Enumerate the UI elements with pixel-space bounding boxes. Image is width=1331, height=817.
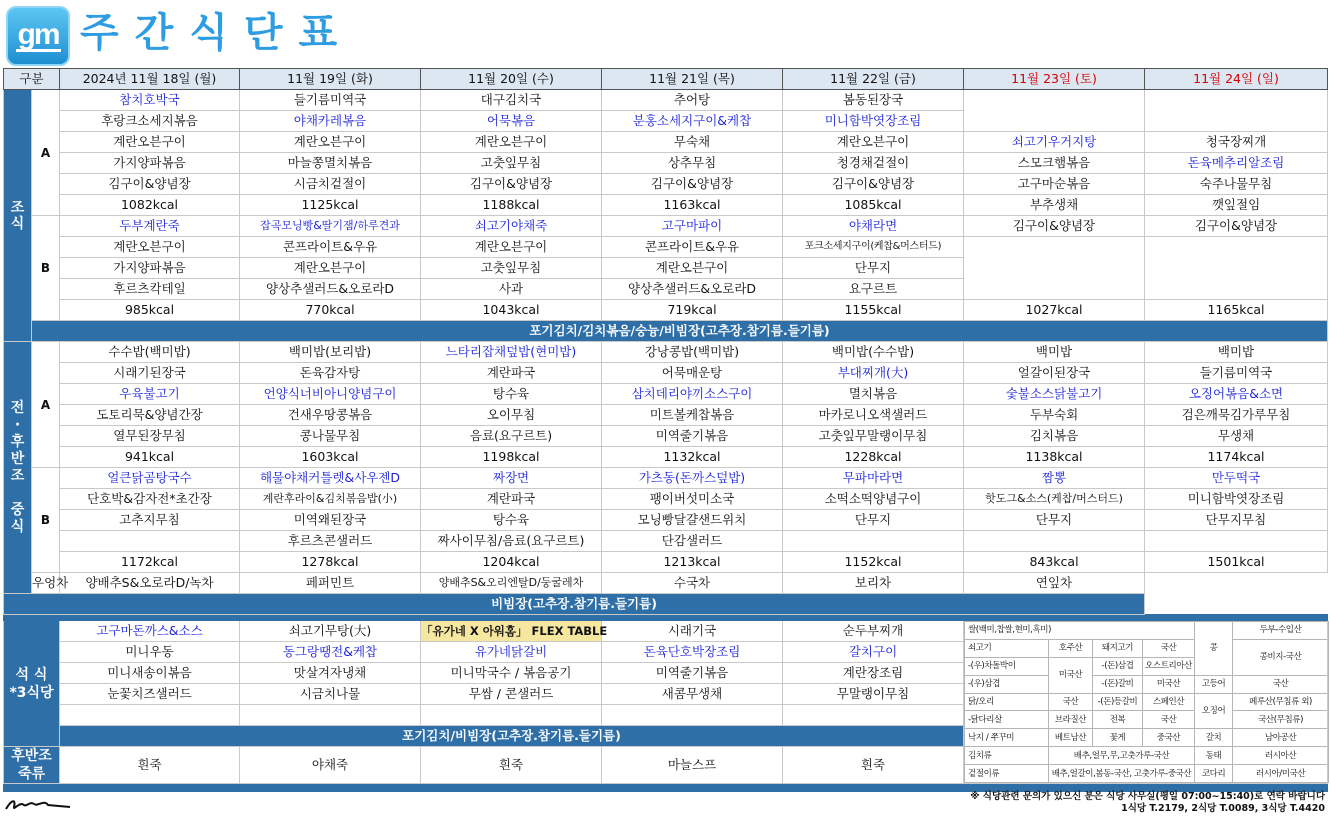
tea-cell: 양배추S&오로라D/녹차 bbox=[60, 573, 240, 594]
menu-cell: 해물야채커틀렛&사우젠D bbox=[240, 468, 421, 489]
table-row bbox=[4, 216, 1328, 237]
menu-cell bbox=[783, 531, 964, 552]
table-row bbox=[4, 468, 1328, 489]
menu-cell: 계란오븐구이 bbox=[60, 132, 240, 153]
menu-cell: 야채라면 bbox=[783, 216, 964, 237]
menu-cell: 미트볼케찹볶음 bbox=[602, 405, 783, 426]
tea-cell: 수국차 bbox=[602, 573, 783, 594]
origin-value: 스페인산 bbox=[1143, 693, 1195, 711]
porridge-cell: 흰죽 bbox=[421, 747, 602, 784]
menu-cell: 김구이&양념장 bbox=[60, 174, 240, 195]
tea-cell: 보리차 bbox=[783, 573, 964, 594]
menu-cell: 돈육감자탕 bbox=[240, 363, 421, 384]
origin-value: 국산 bbox=[1143, 639, 1195, 657]
origin-value: 미국산 bbox=[1143, 675, 1195, 693]
menu-cell-empty bbox=[1145, 90, 1328, 132]
menu-cell: 미니함박엿장조림 bbox=[1145, 489, 1328, 510]
menu-cell: 후르츠칵테일 bbox=[60, 279, 240, 300]
menu-cell: 시금치겉절이 bbox=[240, 174, 421, 195]
menu-cell: 백미밥 bbox=[1145, 342, 1328, 363]
col-header-sun: 11월 24일 (일) bbox=[1145, 69, 1328, 90]
header-row bbox=[4, 69, 1328, 90]
menu-cell: 숙주나물무침 bbox=[1145, 174, 1328, 195]
menu-cell: 고구마파이 bbox=[602, 216, 783, 237]
menu-cell: 소떡소떡양념구이 bbox=[783, 489, 964, 510]
menu-cell: 고추지무침 bbox=[60, 510, 240, 531]
menu-cell: 쇠고기무탕(大) bbox=[240, 621, 421, 642]
tea-cell: 양배추S&오리엔탈D/둥굴레차 bbox=[421, 573, 602, 594]
kcal-cell: 1228kcal bbox=[783, 447, 964, 468]
origin-label: -(돈)삼겹 bbox=[1093, 657, 1143, 675]
origin-label: 쌀(백미,찹쌀,현미,흑미) bbox=[965, 622, 1195, 640]
kcal-cell: 1152kcal bbox=[783, 552, 964, 573]
kcal-cell: 843kcal bbox=[964, 552, 1145, 573]
origin-value: 브라질산 bbox=[1049, 711, 1093, 729]
breakfast-common-band: 포기김치/김치볶음/숭늉/비빔장(고추장.참기름.들기름) bbox=[32, 321, 1328, 342]
menu-cell: 들기름미역국 bbox=[1145, 363, 1328, 384]
menu-cell: 오이무침 bbox=[421, 405, 602, 426]
origin-label: 전복 bbox=[1093, 711, 1143, 729]
menu-cell: 가츠동(돈까스덮밥) bbox=[602, 468, 783, 489]
menu-cell: 단무지 bbox=[964, 510, 1145, 531]
origin-value: 오스트리아산 bbox=[1143, 657, 1195, 675]
menu-cell: 마늘쫑멸치볶음 bbox=[240, 153, 421, 174]
kcal-cell: 1132kcal bbox=[602, 447, 783, 468]
menu-cell: 시금치나물 bbox=[240, 684, 421, 705]
menu-cell: 요구르트 bbox=[783, 279, 964, 300]
section-lunch-label: 전 · 후 반 조 중 식 bbox=[4, 342, 32, 594]
origin-label: 오징어 bbox=[1195, 693, 1233, 729]
menu-cell: 도토리묵&양념간장 bbox=[60, 405, 240, 426]
table-row bbox=[4, 510, 1328, 531]
menu-cell: 청경채겉절이 bbox=[783, 153, 964, 174]
tea-cell: 연잎차 bbox=[964, 573, 1145, 594]
menu-cell: 고춧잎무침 bbox=[421, 153, 602, 174]
origin-value: 미국산 bbox=[1049, 657, 1093, 693]
origin-label: 쇠고기 bbox=[965, 639, 1049, 657]
kcal-cell: 1163kcal bbox=[602, 195, 783, 216]
kcal-cell: 941kcal bbox=[60, 447, 240, 468]
kcal-cell: 1165kcal bbox=[1145, 300, 1328, 321]
kcal-cell: 1125kcal bbox=[240, 195, 421, 216]
menu-cell: 검은깨묵김가루무침 bbox=[1145, 405, 1328, 426]
col-header-wed: 11월 20일 (수) bbox=[421, 69, 602, 90]
kcal-cell: 1082kcal bbox=[60, 195, 240, 216]
menu-cell: 미니우동 bbox=[60, 642, 240, 663]
table-row bbox=[4, 174, 1328, 195]
menu-cell: 포크소세지구이(케찹&머스터드) bbox=[783, 237, 964, 258]
lunch-common-row bbox=[4, 594, 1328, 615]
menu-cell: 오징어볶음&소면 bbox=[1145, 384, 1328, 405]
menu-cell: 언양식너비아니양념구이 bbox=[240, 384, 421, 405]
menu-cell: 맛살겨자냉채 bbox=[240, 663, 421, 684]
kcal-cell: 1198kcal bbox=[421, 447, 602, 468]
tea-cell: 페퍼민트 bbox=[240, 573, 421, 594]
menu-cell: 계란오븐구이 bbox=[421, 237, 602, 258]
section-porridge-label: 후반조 죽류 bbox=[4, 747, 60, 784]
origin-value: 두부-수입산 bbox=[1233, 622, 1329, 640]
menu-cell: 순두부찌개 bbox=[783, 621, 964, 642]
menu-cell: 콘프라이트&우유 bbox=[240, 237, 421, 258]
col-header-fri: 11월 22일 (금) bbox=[783, 69, 964, 90]
menu-cell-empty bbox=[602, 705, 783, 726]
menu-cell-empty bbox=[964, 90, 1145, 132]
origin-value: 러시아산 bbox=[1233, 747, 1329, 765]
menu-cell-empty bbox=[783, 705, 964, 726]
porridge-cell: 마늘스프 bbox=[602, 747, 783, 784]
menu-cell: 만두떡국 bbox=[1145, 468, 1328, 489]
menu-cell: 양상추샐러드&오로라D bbox=[602, 279, 783, 300]
menu-cell: 부대찌개(大) bbox=[783, 363, 964, 384]
table-row bbox=[4, 489, 1328, 510]
menu-cell: 짜장면 bbox=[421, 468, 602, 489]
kcal-cell: 985kcal bbox=[60, 300, 240, 321]
menu-cell: 단호박&감자전*초간장 bbox=[60, 489, 240, 510]
menu-cell: 유가네닭갈비 bbox=[421, 642, 602, 663]
kcal-cell: 1172kcal bbox=[60, 552, 240, 573]
origin-value: 배추,얼갈이,봄동-국산, 고춧가루-중국산 bbox=[1049, 765, 1195, 783]
origin-label: 겉절이류 bbox=[965, 765, 1049, 783]
menu-cell: 미니막국수 / 볶음공기 bbox=[421, 663, 602, 684]
origin-label: -닭다리살 bbox=[965, 711, 1049, 729]
lunch-common-band: 비빔장(고추장.참기름.들기름) bbox=[4, 594, 1145, 615]
menu-cell: 짜사이무침/음료(요구르트) bbox=[421, 531, 602, 552]
menu-cell: 마카로니오색샐러드 bbox=[783, 405, 964, 426]
porridge-cell: 야채죽 bbox=[240, 747, 421, 784]
menu-cell: 탕수육 bbox=[421, 510, 602, 531]
menu-cell: 백미밥(보리밥) bbox=[240, 342, 421, 363]
menu-cell: 가지양파볶음 bbox=[60, 153, 240, 174]
footer-note-1: ※ 식당관련 문의가 있으신 분은 식당 사무실(평일 07:00~15:40)로 연락 바랍니다 bbox=[970, 791, 1325, 802]
sub-a-label: A bbox=[32, 90, 60, 216]
menu-cell: 계란오븐구이 bbox=[240, 258, 421, 279]
menu-cell: 무생채 bbox=[1145, 426, 1328, 447]
kcal-cell: 1204kcal bbox=[421, 552, 602, 573]
menu-cell: 건새우땅콩볶음 bbox=[240, 405, 421, 426]
menu-cell: 쇠고기야채죽 bbox=[421, 216, 602, 237]
menu-cell: 시래기국 bbox=[602, 621, 783, 642]
origin-label: 고등어 bbox=[1195, 675, 1233, 693]
kcal-row bbox=[4, 195, 1328, 216]
menu-cell: 어묵매운탕 bbox=[602, 363, 783, 384]
menu-cell: 고구마순볶음 bbox=[964, 174, 1145, 195]
footer-contact bbox=[970, 791, 1325, 815]
origin-label: 닭/오리 bbox=[965, 693, 1049, 711]
col-header-label: 구분 bbox=[4, 69, 60, 90]
origin-label: 동태 bbox=[1195, 747, 1233, 765]
menu-cell: 무쌈 / 콘샐러드 bbox=[421, 684, 602, 705]
menu-cell: 팽이버섯미소국 bbox=[602, 489, 783, 510]
origin-label: 돼지고기 bbox=[1093, 639, 1143, 657]
menu-cell: 상추무침 bbox=[602, 153, 783, 174]
gm-logo: gm bbox=[6, 6, 70, 66]
menu-cell: 얼갈이된장국 bbox=[964, 363, 1145, 384]
menu-cell: 새콤무생채 bbox=[602, 684, 783, 705]
table-row bbox=[4, 132, 1328, 153]
section-dinner-label: 석 식 *3식당 bbox=[4, 621, 60, 747]
menu-cell: 들기름미역국 bbox=[240, 90, 421, 111]
menu-cell-empty bbox=[421, 705, 602, 726]
origin-value: 호주산 bbox=[1049, 639, 1093, 657]
menu-cell: 미역줄기볶음 bbox=[602, 426, 783, 447]
menu-cell: 콘프라이트&우유 bbox=[602, 237, 783, 258]
menu-cell: 숯불소스닭불고기 bbox=[964, 384, 1145, 405]
menu-cell: 멸치볶음 bbox=[783, 384, 964, 405]
menu-cell: 계란오븐구이 bbox=[60, 237, 240, 258]
origin-label: -(돈)등갈비 bbox=[1093, 693, 1143, 711]
menu-cell: 청국장찌개 bbox=[1145, 132, 1328, 153]
origin-value: 배추,얼무,무,고춧가루-국산 bbox=[1049, 747, 1195, 765]
menu-cell bbox=[1145, 531, 1328, 552]
origin-table bbox=[964, 621, 1329, 783]
kcal-cell: 1188kcal bbox=[421, 195, 602, 216]
origin-label: 코다리 bbox=[1195, 765, 1233, 783]
menu-cell: 김구이&양념장 bbox=[783, 174, 964, 195]
origin-table-cell bbox=[964, 621, 1328, 784]
menu-cell: 후르츠콘샐러드 bbox=[240, 531, 421, 552]
kcal-row bbox=[4, 447, 1328, 468]
menu-cell: 계란오븐구이 bbox=[240, 132, 421, 153]
table-row bbox=[4, 90, 1328, 111]
table-row bbox=[4, 531, 1328, 552]
menu-cell: 고춧잎무침 bbox=[421, 258, 602, 279]
origin-value: 중국산 bbox=[1143, 729, 1195, 747]
menu-cell: 삼치데리야끼소스구이 bbox=[602, 384, 783, 405]
kcal-cell: 1155kcal bbox=[783, 300, 964, 321]
page-title: 주간식단표 bbox=[80, 10, 354, 56]
section-breakfast-label: 조 식 bbox=[4, 90, 32, 342]
menu-cell: 잡곡모닝빵&딸기잼/하루견과 bbox=[240, 216, 421, 237]
menu-cell: 두부숙회 bbox=[964, 405, 1145, 426]
menu-cell: 짬뽕 bbox=[964, 468, 1145, 489]
signature-logo bbox=[4, 795, 74, 815]
menu-cell: 무말랭이무침 bbox=[783, 684, 964, 705]
col-header-mon: 2024년 11월 18일 (월) bbox=[60, 69, 240, 90]
footer-note-2: 1식당 T.2179, 2식당 T.0089, 3식당 T.4420 bbox=[1121, 803, 1325, 814]
origin-value: 콩비지-국산 bbox=[1233, 639, 1329, 675]
origin-value: 페루산(무침류 외) bbox=[1233, 693, 1329, 711]
col-header-thu: 11월 21일 (목) bbox=[602, 69, 783, 90]
kcal-cell: 1085kcal bbox=[783, 195, 964, 216]
menu-cell: 미역줄기볶음 bbox=[602, 663, 783, 684]
menu-cell: 사과 bbox=[421, 279, 602, 300]
table-row bbox=[4, 363, 1328, 384]
menu-cell: 얼큰닭곰탕국수 bbox=[60, 468, 240, 489]
tea-cell: 우엉차 bbox=[32, 573, 60, 594]
menu-cell: 갈치구이 bbox=[783, 642, 964, 663]
col-header-tue: 11월 19일 (화) bbox=[240, 69, 421, 90]
table-row bbox=[4, 153, 1328, 174]
menu-cell: 백미밥 bbox=[964, 342, 1145, 363]
origin-label: -(우)삼겹 bbox=[965, 675, 1049, 693]
menu-cell: 눈꽃치즈샐러드 bbox=[60, 684, 240, 705]
origin-value: 국산(무침류) bbox=[1233, 711, 1329, 729]
origin-label: 콩 bbox=[1195, 622, 1233, 676]
menu-cell bbox=[60, 531, 240, 552]
origin-label: -(돈)갈비 bbox=[1093, 675, 1143, 693]
origin-value: 러시아/미국산 bbox=[1233, 765, 1329, 783]
menu-cell: 추어탕 bbox=[602, 90, 783, 111]
table-row bbox=[4, 621, 1328, 642]
menu-cell: 계란오븐구이 bbox=[421, 132, 602, 153]
menu-cell: 계란오븐구이 bbox=[602, 258, 783, 279]
origin-value: 남아공산 bbox=[1233, 729, 1329, 747]
table-row bbox=[4, 237, 1328, 258]
table-row bbox=[4, 426, 1328, 447]
menu-cell: 탕수육 bbox=[421, 384, 602, 405]
origin-value: 국산 bbox=[1233, 675, 1329, 693]
menu-cell: 모닝빵달걀샌드위치 bbox=[602, 510, 783, 531]
kcal-row bbox=[4, 552, 1328, 573]
menu-cell: 야채카레볶음 bbox=[240, 111, 421, 132]
kcal-cell: 1174kcal bbox=[1145, 447, 1328, 468]
menu-cell: 백미밥(수수밥) bbox=[783, 342, 964, 363]
menu-cell-empty bbox=[1145, 237, 1328, 300]
menu-cell: 계란장조림 bbox=[783, 663, 964, 684]
menu-cell-empty bbox=[240, 705, 421, 726]
kcal-cell: 1278kcal bbox=[240, 552, 421, 573]
menu-cell: 계란파국 bbox=[421, 489, 602, 510]
menu-cell: 참치호박국 bbox=[60, 90, 240, 111]
menu-cell: 무숙채 bbox=[602, 132, 783, 153]
menu-cell bbox=[964, 531, 1145, 552]
origin-value: 국산 bbox=[1049, 693, 1093, 711]
menu-cell: 두부계란죽 bbox=[60, 216, 240, 237]
table-row bbox=[4, 342, 1328, 363]
dinner-common-band: 포기김치/비빔장(고추장.참기름.들기름) bbox=[60, 726, 964, 747]
table-row bbox=[4, 384, 1328, 405]
menu-cell: 단무지무침 bbox=[1145, 510, 1328, 531]
kcal-cell: 1138kcal bbox=[964, 447, 1145, 468]
menu-cell: 수수밥(백미밥) bbox=[60, 342, 240, 363]
menu-cell: 느타리잡채덮밥(현미밥) bbox=[421, 342, 602, 363]
kcal-cell: 1501kcal bbox=[1145, 552, 1328, 573]
kcal-row bbox=[4, 300, 1328, 321]
kcal-cell: 1213kcal bbox=[602, 552, 783, 573]
origin-label: 낙지 / 쭈꾸미 bbox=[965, 729, 1049, 747]
menu-cell: 열무된장무침 bbox=[60, 426, 240, 447]
origin-label: 갈치 bbox=[1195, 729, 1233, 747]
menu-cell-flex-table: 「유가네 X 아워홈」 FLEX TABLE bbox=[421, 621, 602, 642]
menu-cell: 고구마돈까스&소스 bbox=[60, 621, 240, 642]
menu-cell: 시래기된장국 bbox=[60, 363, 240, 384]
menu-cell: 단감샐러드 bbox=[602, 531, 783, 552]
menu-cell: 동그랑땡전&케찹 bbox=[240, 642, 421, 663]
menu-cell: 분홍소세지구이&케찹 bbox=[602, 111, 783, 132]
menu-cell: 단무지 bbox=[783, 258, 964, 279]
menu-cell: 김구이&양념장 bbox=[964, 216, 1145, 237]
menu-cell: 스모크햄볶음 bbox=[964, 153, 1145, 174]
origin-label: 김치류 bbox=[965, 747, 1049, 765]
sub-b-label: B bbox=[32, 468, 60, 573]
table-row bbox=[4, 405, 1328, 426]
tea-row bbox=[4, 573, 1328, 594]
menu-cell: 김구이&양념장 bbox=[421, 174, 602, 195]
kcal-cell: 1043kcal bbox=[421, 300, 602, 321]
origin-label: 꽃게 bbox=[1093, 729, 1143, 747]
menu-cell: 가지양파볶음 bbox=[60, 258, 240, 279]
menu-cell: 돈육단호박장조림 bbox=[602, 642, 783, 663]
menu-cell: 양상추샐러드&오로라D bbox=[240, 279, 421, 300]
breakfast-common-row bbox=[4, 321, 1328, 342]
menu-cell: 봄동된장국 bbox=[783, 90, 964, 111]
weekly-menu-table bbox=[3, 68, 1328, 792]
origin-value: 베트남산 bbox=[1049, 729, 1093, 747]
menu-cell: 부추생채 bbox=[964, 195, 1145, 216]
menu-cell: 미역왜된장국 bbox=[240, 510, 421, 531]
kcal-cell: 770kcal bbox=[240, 300, 421, 321]
origin-value: 국산 bbox=[1143, 711, 1195, 729]
menu-cell: 음료(요구르트) bbox=[421, 426, 602, 447]
menu-cell: 김치볶음 bbox=[964, 426, 1145, 447]
menu-cell: 핫도그&소스(케찹/머스터드) bbox=[964, 489, 1145, 510]
menu-cell: 후랑크소세지볶음 bbox=[60, 111, 240, 132]
porridge-cell: 흰죽 bbox=[783, 747, 964, 784]
menu-cell: 돈육메추리알조림 bbox=[1145, 153, 1328, 174]
menu-cell: 김구이&양념장 bbox=[1145, 216, 1328, 237]
menu-cell: 고춧잎무말랭이무침 bbox=[783, 426, 964, 447]
menu-cell-empty bbox=[964, 237, 1145, 300]
menu-cell: 단무지 bbox=[783, 510, 964, 531]
menu-cell: 김구이&양념장 bbox=[602, 174, 783, 195]
menu-cell: 무파마라면 bbox=[783, 468, 964, 489]
porridge-cell: 흰죽 bbox=[60, 747, 240, 784]
origin-label: -(우)차돌박이 bbox=[965, 657, 1049, 675]
kcal-cell: 1603kcal bbox=[240, 447, 421, 468]
kcal-cell: 719kcal bbox=[602, 300, 783, 321]
sub-b-label: B bbox=[32, 216, 60, 321]
menu-cell: 계란오븐구이 bbox=[783, 132, 964, 153]
menu-cell: 대구김치국 bbox=[421, 90, 602, 111]
menu-cell: 계란파국 bbox=[421, 363, 602, 384]
menu-cell: 쇠고기우거지탕 bbox=[964, 132, 1145, 153]
menu-cell: 어묵볶음 bbox=[421, 111, 602, 132]
menu-cell: 콩나물무침 bbox=[240, 426, 421, 447]
menu-cell: 미니새송이볶음 bbox=[60, 663, 240, 684]
menu-cell: 우육불고기 bbox=[60, 384, 240, 405]
sub-a-label: A bbox=[32, 342, 60, 468]
menu-cell: 깻잎절임 bbox=[1145, 195, 1328, 216]
kcal-cell: 1027kcal bbox=[964, 300, 1145, 321]
col-header-sat: 11월 23일 (토) bbox=[964, 69, 1145, 90]
menu-cell: 강낭콩밥(백미밥) bbox=[602, 342, 783, 363]
menu-cell: 미니함박엿장조림 bbox=[783, 111, 964, 132]
menu-cell: 계란후라이&김치볶음밥(小) bbox=[240, 489, 421, 510]
menu-cell-empty bbox=[60, 705, 240, 726]
